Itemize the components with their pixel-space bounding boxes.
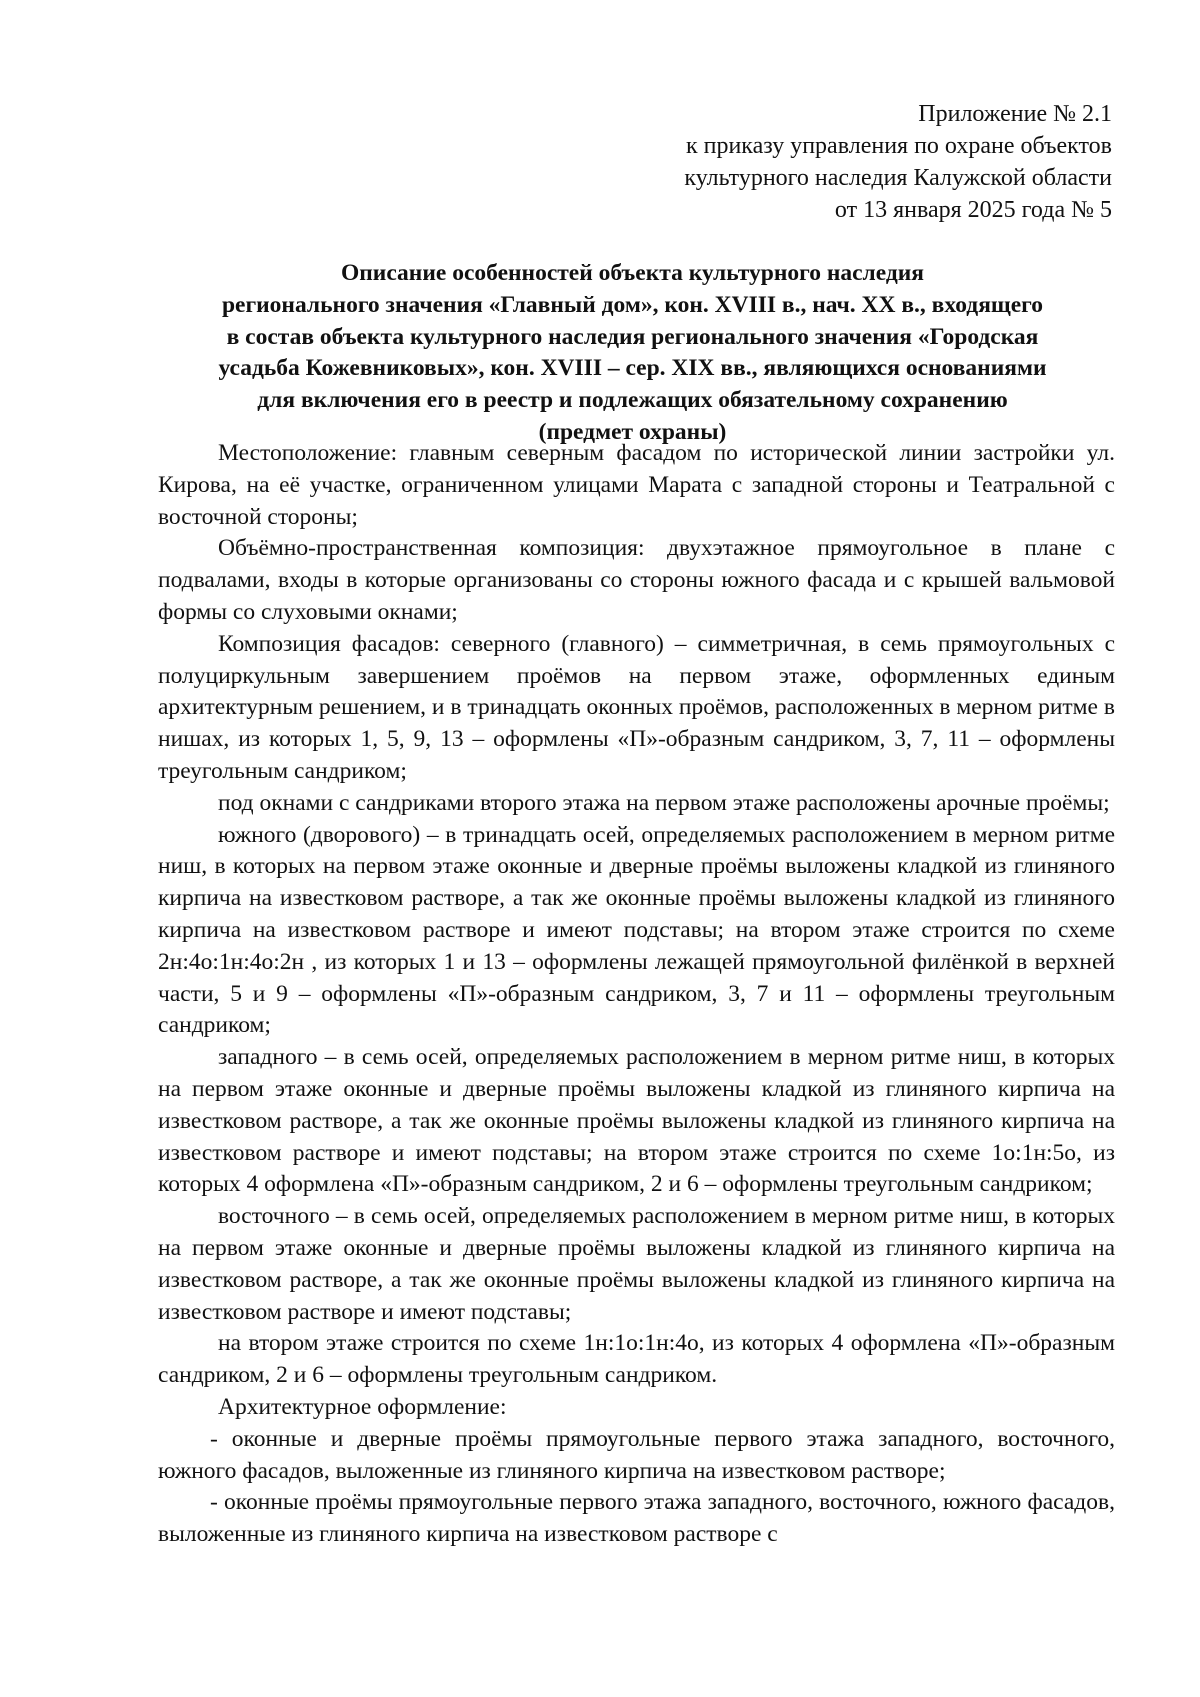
title-line: усадьба Кожевниковых», кон. XVIII – сер. XIX вв., являющихся основаниями bbox=[218, 355, 1047, 382]
paragraph-facade-south: южного (дворового) – в тринадцать осей, определяемых расположением в мерном ритме ниш, в которых на первом этаже оконные и дверные проёмы выложены кладкой из глиняного кирпича на известковом растворе, а так же оконные проёмы выложены кладкой из глиняного кирпича на известковом растворе и имеют подставы; на втором этаже строится по схеме 2н:4о:1н:4о:2н , из которых 1 и 13 – оформлены лежащей прямоугольной филёнкой в верхней части, 5 и 9 – оформлены «П»-образным сандриком, 3, 7 и 11 – оформлены треугольным сандриком; bbox=[158, 821, 1115, 1039]
title-line: Описание особенностей объекта культурного наследия bbox=[340, 260, 924, 286]
paragraph-facade-east: восточного – в семь осей, определяемых расположением в мерном ритме ниш, в которых на первом этаже оконные и дверные проёмы выложены кладкой из глиняного кирпича на известковом растворе, а так же оконные проёмы выложены кладкой из глиняного кирпича на известковом растворе и имеют подставы; bbox=[158, 1203, 1115, 1325]
paragraph-facade-north: Композиция фасадов: северного (главного) – симметричная, в семь прямоугольных с полуциркульным завершением проёмов на первом этаже, оформленных единым архитектурным решением, и в тринадцать оконных проёмов, расположенных в мерном ритме в нишах, из которых 1, 5, 9, 13 – оформлены «П»-образным сандриком, 3, 7, 11 – оформлены треугольным сандриком; bbox=[158, 630, 1115, 784]
paragraph-east-second-floor: на втором этаже строится по схеме 1н:1о:1н:4о, из которых 4 оформлена «П»-образным сандриком, 2 и 6 – оформлены треугольным сандриком. bbox=[158, 1330, 1115, 1389]
paragraph-location: Местоположение: главным северным фасадом по исторической линии застройки ул. Кирова, на её участке, ограниченном улицами Марата с западной стороны и Театральной с восточной стороны; bbox=[158, 440, 1115, 530]
title-line: (предмет охраны) bbox=[538, 418, 727, 445]
appendix-header bbox=[684, 98, 1112, 226]
title-line: для включения его в реестр и подлежащих обязательному сохранению bbox=[257, 387, 1008, 414]
paragraph-architectural-heading: Архитектурное оформление: bbox=[218, 1393, 507, 1420]
title-line: регионального значения «Главный дом», кон. XVIII в., нач. XX в., входящего bbox=[221, 291, 1044, 318]
list-item: - оконные и дверные проёмы прямоугольные первого этажа западного, восточного, южного фасадов, выложенные из глиняного кирпича на известковом растворе; bbox=[158, 1425, 1115, 1484]
appendix-number: Приложение № 2.1 bbox=[918, 101, 1112, 127]
document-body bbox=[158, 438, 1115, 1551]
paragraph-facade-west: западного – в семь осей, определяемых расположением в мерном ритме ниш, в которых на первом этаже оконные и дверные проёмы выложены кладкой из глиняного кирпича на известковом растворе, а так же оконные проёмы выложены кладкой из глиняного кирпича на известковом растворе и имеют подставы; на втором этаже строится по схеме 1о:1н:5о, из которых 4 оформлена «П»-образным сандриком, 2 и 6 – оформлены треугольным сандриком; bbox=[158, 1044, 1115, 1198]
appendix-date-line: от 13 января 2025 года № 5 bbox=[834, 197, 1112, 223]
appendix-authority-line: культурного наследия Калужской области bbox=[684, 165, 1112, 191]
title-line: в состав объекта культурного наследия регионального значения «Городская bbox=[226, 323, 1039, 350]
appendix-order-line: к приказу управления по охране объектов bbox=[685, 133, 1112, 159]
paragraph-volume-composition: Объёмно-пространственная композиция: двухэтажное прямоугольное в плане с подвалами, входы в которые организованы со стороны южного фасада и с крышей вальмовой формы со слуховыми окнами; bbox=[158, 535, 1115, 625]
document-title bbox=[150, 258, 1115, 449]
paragraph-arched-openings: под окнами с сандриками второго этажа на первом этаже расположены арочные проёмы; bbox=[218, 789, 1110, 816]
list-item: - оконные проёмы прямоугольные первого этажа западного, восточного, южного фасадов, выложенные из глиняного кирпича на известковом растворе с bbox=[158, 1489, 1115, 1548]
